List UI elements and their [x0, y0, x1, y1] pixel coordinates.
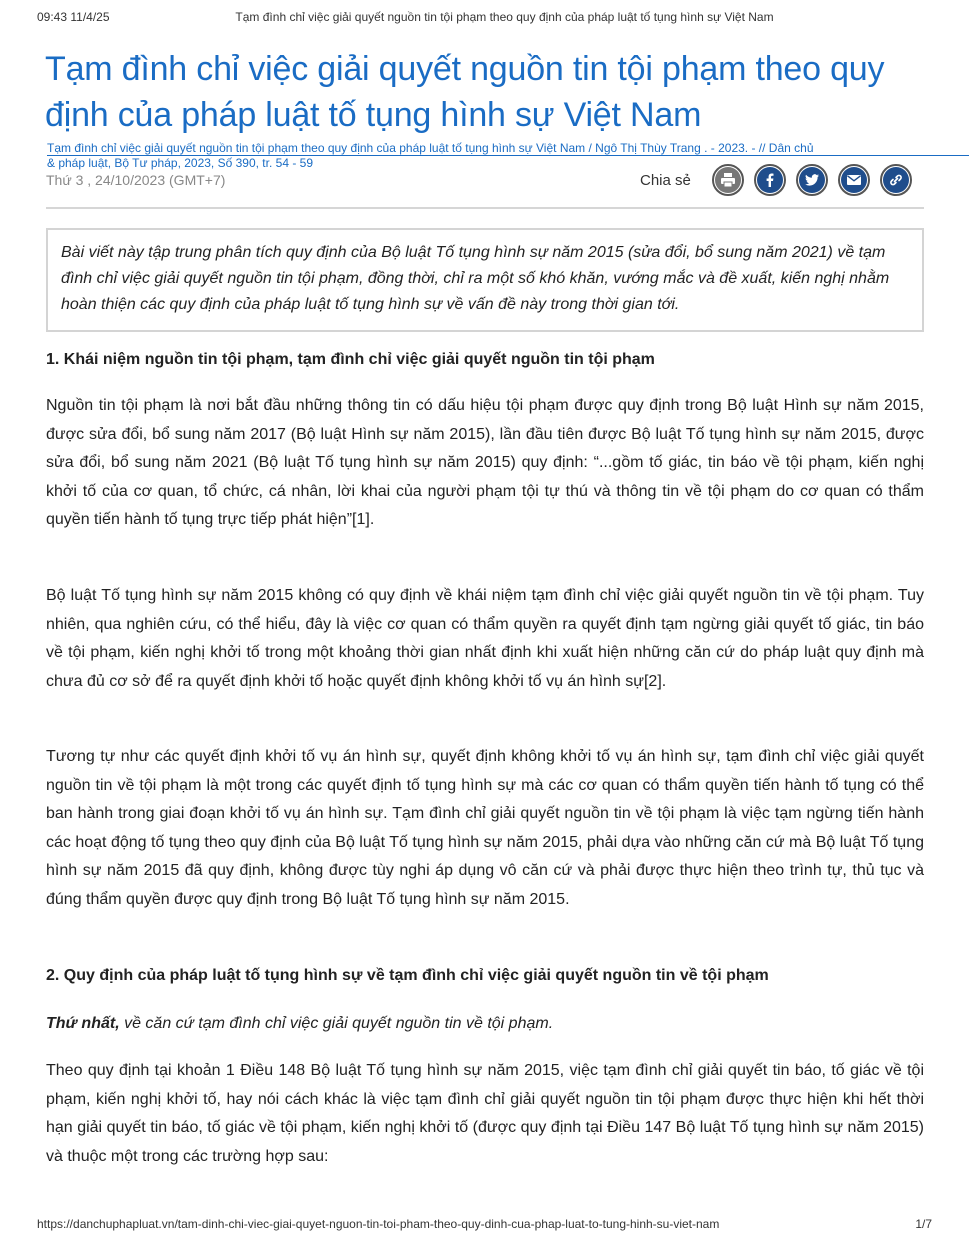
- link-icon: [888, 172, 904, 188]
- email-share-button[interactable]: [838, 164, 870, 196]
- section-2-heading: 2. Quy định của pháp luật tố tụng hình sự về tạm đình chỉ việc giải quyết nguồn tin về tội phạm: [46, 967, 769, 984]
- citation-line-1[interactable]: Tạm đình chỉ việc giải quyết nguồn tin tội phạm theo quy định của pháp luật tố tụng hình sự Việt Nam / Ngô Thị Thùy Trang . - 2023. - // Dân chủ: [47, 141, 969, 156]
- article-title: Tạm đình chỉ việc giải quyết nguồn tin tội phạm theo quy định của pháp luật tố tụng hình sự Việt Nam: [45, 50, 885, 134]
- publish-date: Thứ 3 , 24/10/2023 (GMT+7): [46, 172, 226, 188]
- facebook-share-button[interactable]: [754, 164, 786, 196]
- citation-line-2[interactable]: & pháp luật, Bộ Tư pháp, 2023, Số 390, tr. 54 - 59: [47, 156, 313, 170]
- print-header: [37, 10, 932, 26]
- print-button[interactable]: [712, 164, 744, 196]
- print-page-title: Tạm đình chỉ việc giải quyết nguồn tin tội phạm theo quy định của pháp luật tố tụng hình sự Việt Nam: [235, 10, 774, 24]
- print-timestamp: 09:43 11/4/25: [37, 10, 110, 24]
- copy-link-button[interactable]: [880, 164, 912, 196]
- section-2-lead-bold: Thứ nhất,: [46, 1015, 120, 1032]
- section-2-paragraph-1: Theo quy định tại khoản 1 Điều 148 Bộ luật Tố tụng hình sự năm 2015, việc tạm đình chỉ giải quyết tin báo, tố giác về tội phạm, kiến nghị khởi tố, hay nói cách khác là việc tạm đình chỉ giải quyết nguồn tin tội phạm được thực hiện khi hết thời hạn giải quyết tin báo, tố giác về tội phạm, kiến nghị khởi tố (được quy định tại Điều 147 Bộ luật Tố tụng hình sự năm 2015) và thuộc một trong các trường hợp sau:: [46, 1062, 924, 1165]
- facebook-icon: [762, 172, 778, 188]
- section-2-lead: [46, 1010, 924, 1039]
- twitter-icon: [804, 172, 820, 188]
- section-1-paragraph-1: Nguồn tin tội phạm là nơi bắt đầu những thông tin có dấu hiệu tội phạm được quy định trong Bộ luật Hình sự năm 2015, được sửa đổi, bổ sung năm 2017 (Bộ luật Hình sự năm 2015), lần đầu tiên được Bộ luật Tố tụng hình sự năm 2015, được sửa đổi, bổ sung năm 2021 (Bộ luật Tố tụng hình sự năm 2015) quy định: “...gồm tố giác, tin báo về tội phạm, kiến nghị khởi tố của cơ quan, tổ chức, cá nhân, lời khai của người phạm tội tự thú và thông tin về tội phạm do cơ quan có thẩm quyền tiến hành tố tụng trực tiếp phát hiện”[1].: [46, 397, 924, 528]
- page-number: 1/7: [915, 1217, 932, 1231]
- print-icon: [720, 172, 736, 188]
- section-1-paragraph-3: Tương tự như các quyết định khởi tố vụ án hình sự, quyết định không khởi tố vụ án hình sự, tạm đình chỉ việc giải quyết nguồn tin về tội phạm là một trong các quyết định tố tụng hình sự mà các cơ quan có thẩm quyền tiến hành tố tụng có thể ban hành trong giai đoạn khởi tố vụ án hình sự. Tạm đình chỉ giải quyết nguồn tin về tội phạm là việc tạm ngừng tiến hành các hoạt động tố tụng theo quy định của Bộ luật Tố tụng hình sự năm 2015, phải dựa vào những căn cứ mà Bộ luật Tố tụng hình sự năm 2015 đã quy định, không được tùy nghi áp dụng vô căn cứ và phải được thực hiện theo trình tự, thủ tục và đúng thẩm quyền được quy định trong Bộ luật Tố tụng hình sự năm 2015.: [46, 748, 924, 908]
- twitter-share-button[interactable]: [796, 164, 828, 196]
- section-2-lead-text: về căn cứ tạm đình chỉ việc giải quyết nguồn tin về tội phạm.: [119, 1015, 554, 1032]
- email-icon: [846, 172, 862, 188]
- section-1-heading: 1. Khái niệm nguồn tin tội phạm, tạm đình chỉ việc giải quyết nguồn tin tội phạm: [46, 351, 655, 368]
- section-1-paragraph-2: Bộ luật Tố tụng hình sự năm 2015 không có quy định về khái niệm tạm đình chỉ việc giải quyết nguồn tin về tội phạm. Tuy nhiên, qua nghiên cứu, có thể hiểu, đây là việc cơ quan có thẩm quyền ra quyết định tạm ngừng giải quyết tố giác, tin báo về tội phạm, kiến nghị khởi tố trong một khoảng thời gian nhất định khi xuất hiện những căn cứ do pháp luật quy định mà chưa đủ cơ sở để ra quyết định khởi tố hoặc quyết định không khởi tố vụ án hình sự[2].: [46, 587, 924, 690]
- citation-link[interactable]: [47, 141, 969, 170]
- article-summary: Bài viết này tập trung phân tích quy định của Bộ luật Tố tụng hình sự năm 2015 (sửa đổi, bổ sung năm 2021) về tạm đình chỉ việc giải quyết nguồn tin tội phạm, đồng thời, chỉ ra một số khó khăn, vướng mắc và đề xuất, kiến nghị nhằm hoàn thiện các quy định của pháp luật tố tụng hình sự về vấn đề này trong thời gian tới.: [46, 228, 924, 332]
- share-label: Chia sẻ: [640, 172, 691, 189]
- header-divider: [46, 207, 924, 209]
- page-url: https://danchuphapluat.vn/tam-dinh-chi-viec-giai-quyet-nguon-tin-toi-pham-theo-quy-dinh-cua-phap-luat-to-tung-hinh-su-viet-nam: [37, 1217, 720, 1231]
